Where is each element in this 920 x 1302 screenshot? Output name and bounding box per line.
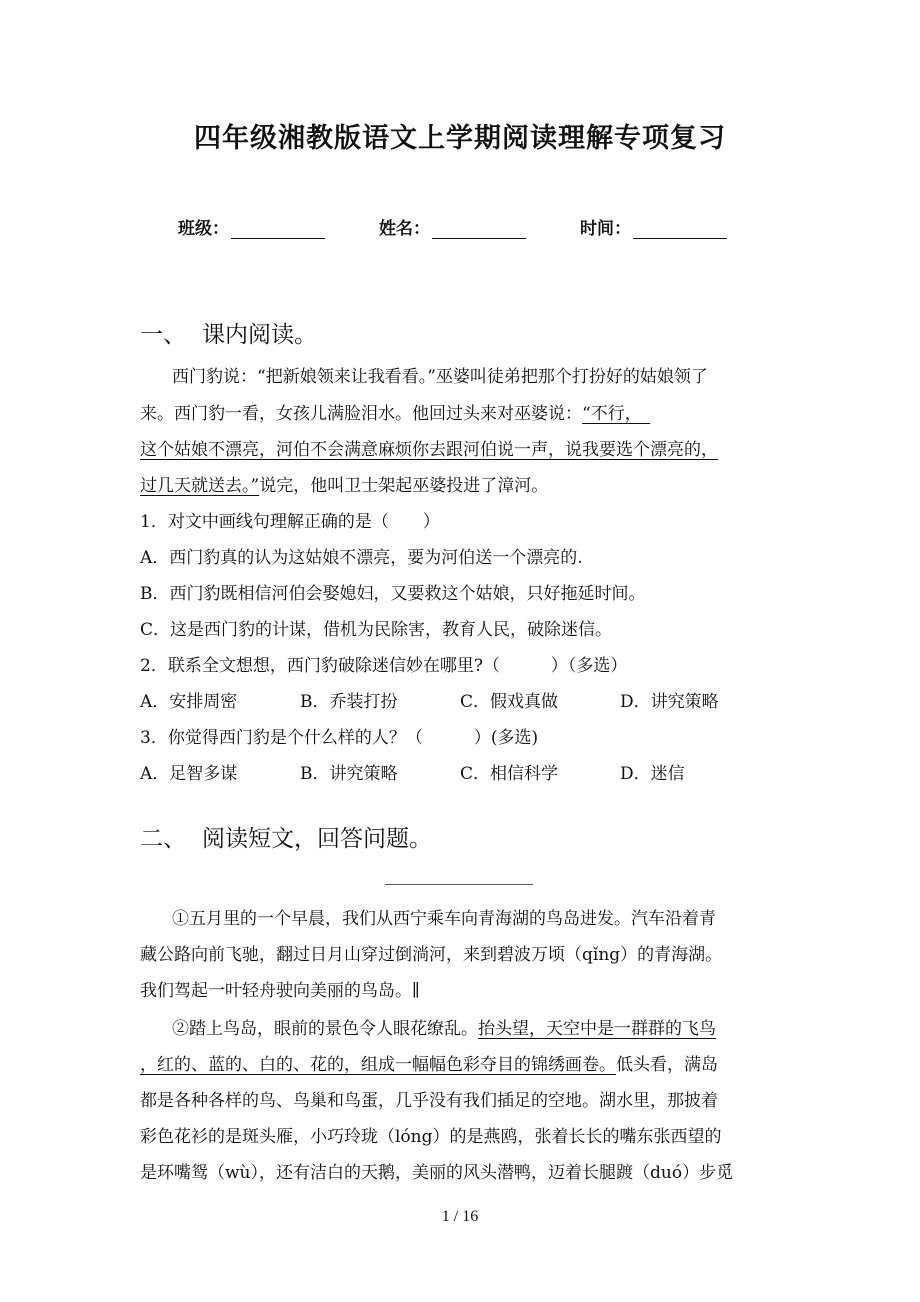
passage2-line: 都是各种各样的鸟、鸟巢和鸟蛋，几乎没有我们插足的空地。湖水里，那披着	[140, 1091, 718, 1111]
question-2-option-b[interactable]: B．乔装打扮	[300, 692, 398, 712]
question-2-option-c[interactable]: C．假戏真做	[460, 692, 559, 712]
passage-text: 低头看，满岛	[616, 1055, 718, 1075]
passage2-line: 彩色花衫的是斑头雁，小巧玲珑（lóng）的是燕鸥，张着长长的嘴东张西望的	[140, 1127, 722, 1147]
question-3: 3．你觉得西门豹是个什么样的人？（ ）(多选)	[140, 728, 539, 748]
passage-text: 说完，他叫卫士架起巫婆投进了漳河。	[259, 476, 549, 496]
time-blank[interactable]	[633, 222, 727, 239]
section2-title: 阅读短文，回答问题。	[202, 826, 432, 852]
passage2-line	[172, 1014, 716, 1039]
question-1: 1．对文中画线句理解正确的是（ ）	[140, 512, 440, 532]
underlined-sentence: ，红的、蓝的、白的、花的，组成一幅幅色彩夺目的锦绣画卷。	[140, 1055, 616, 1075]
passage-text: ②踏上鸟岛，眼前的景色令人眼花缭乱。	[172, 1019, 478, 1039]
question-1-option-a[interactable]: A．西门豹真的认为这姑娘不漂亮，要为河伯送一个漂亮的.	[140, 548, 583, 568]
section1-heading	[140, 316, 317, 349]
class-blank[interactable]	[231, 222, 325, 239]
underlined-sentence: “不行，	[582, 404, 634, 424]
time-field	[580, 214, 727, 239]
question-3-option-b[interactable]: B．讲究策略	[300, 764, 398, 784]
class-label: 班级：	[178, 219, 229, 239]
time-label: 时间：	[580, 219, 631, 239]
passage2-line: 是环嘴鸳（wù），还有洁白的天鹅，美丽的风头潜鸭，迈着长腿踱（duó）步觅	[140, 1163, 734, 1183]
question-2-options	[140, 687, 719, 712]
student-info-row	[178, 214, 781, 239]
name-field	[379, 214, 526, 239]
question-1-option-c[interactable]: C．这是西门豹的计谋，借机为民除害，教育人民，破除迷信。	[140, 620, 613, 640]
passage-text: 来。西门豹一看，女孩儿满脸泪水。他回过头来对巫婆说：	[140, 404, 582, 424]
page-title: 四年级湘教版语文上学期阅读理解专项复习	[194, 123, 726, 154]
question-2-option-a[interactable]: A．安排周密	[140, 692, 238, 712]
passage2-line: 我们驾起一叶轻舟驶向美丽的鸟岛。∥	[140, 981, 420, 1001]
section1-number: 一、	[140, 322, 186, 348]
passage1-line: 西门豹说：“把新娘领来让我看看。”巫婆叫徒弟把那个打扮好的姑娘领了	[172, 367, 708, 387]
passage2-line: 藏公路向前飞驰，翻过日月山穿过倒淌河，来到碧波万顷（qǐng）的青海湖。	[140, 945, 723, 965]
passage1-line	[140, 471, 548, 496]
question-2-option-d[interactable]: D．讲究策略	[620, 692, 719, 712]
section2-number: 二、	[140, 826, 186, 852]
section2-heading	[140, 820, 432, 853]
section1-title: 课内阅读。	[202, 322, 317, 348]
question-3-option-d[interactable]: D．迷信	[620, 764, 685, 784]
question-2: 2．联系全文想想，西门豹破除迷信妙在哪里?（ ）（多选）	[140, 656, 628, 676]
divider-line	[385, 884, 533, 885]
page-number: 1 / 16	[441, 1208, 479, 1225]
class-field	[178, 214, 325, 239]
underlined-sentence: 这个姑娘不漂亮，河伯不会满意麻烦你去跟河伯说一声，说我要选个漂亮的，	[140, 440, 718, 460]
question-3-option-a[interactable]: A．足智多谋	[140, 764, 238, 784]
question-3-options	[140, 759, 685, 784]
underlined-sentence: 过几天就送去。”	[140, 476, 260, 496]
underlined-sentence: 抬头望，天空中是一群群的飞鸟	[478, 1019, 716, 1039]
name-blank[interactable]	[432, 222, 526, 239]
name-label: 姓名：	[379, 219, 430, 239]
question-1-option-b[interactable]: B．西门豹既相信河伯会娶媳妇，又要救这个姑娘，只好拖延时间。	[140, 584, 646, 604]
passage2-line: ①五月里的一个早晨，我们从西宁乘车向青海湖的鸟岛进发。汽车沿着青	[172, 909, 716, 929]
question-3-option-c[interactable]: C．相信科学	[460, 764, 559, 784]
passage1-line	[140, 399, 650, 424]
passage2-line	[140, 1050, 718, 1075]
